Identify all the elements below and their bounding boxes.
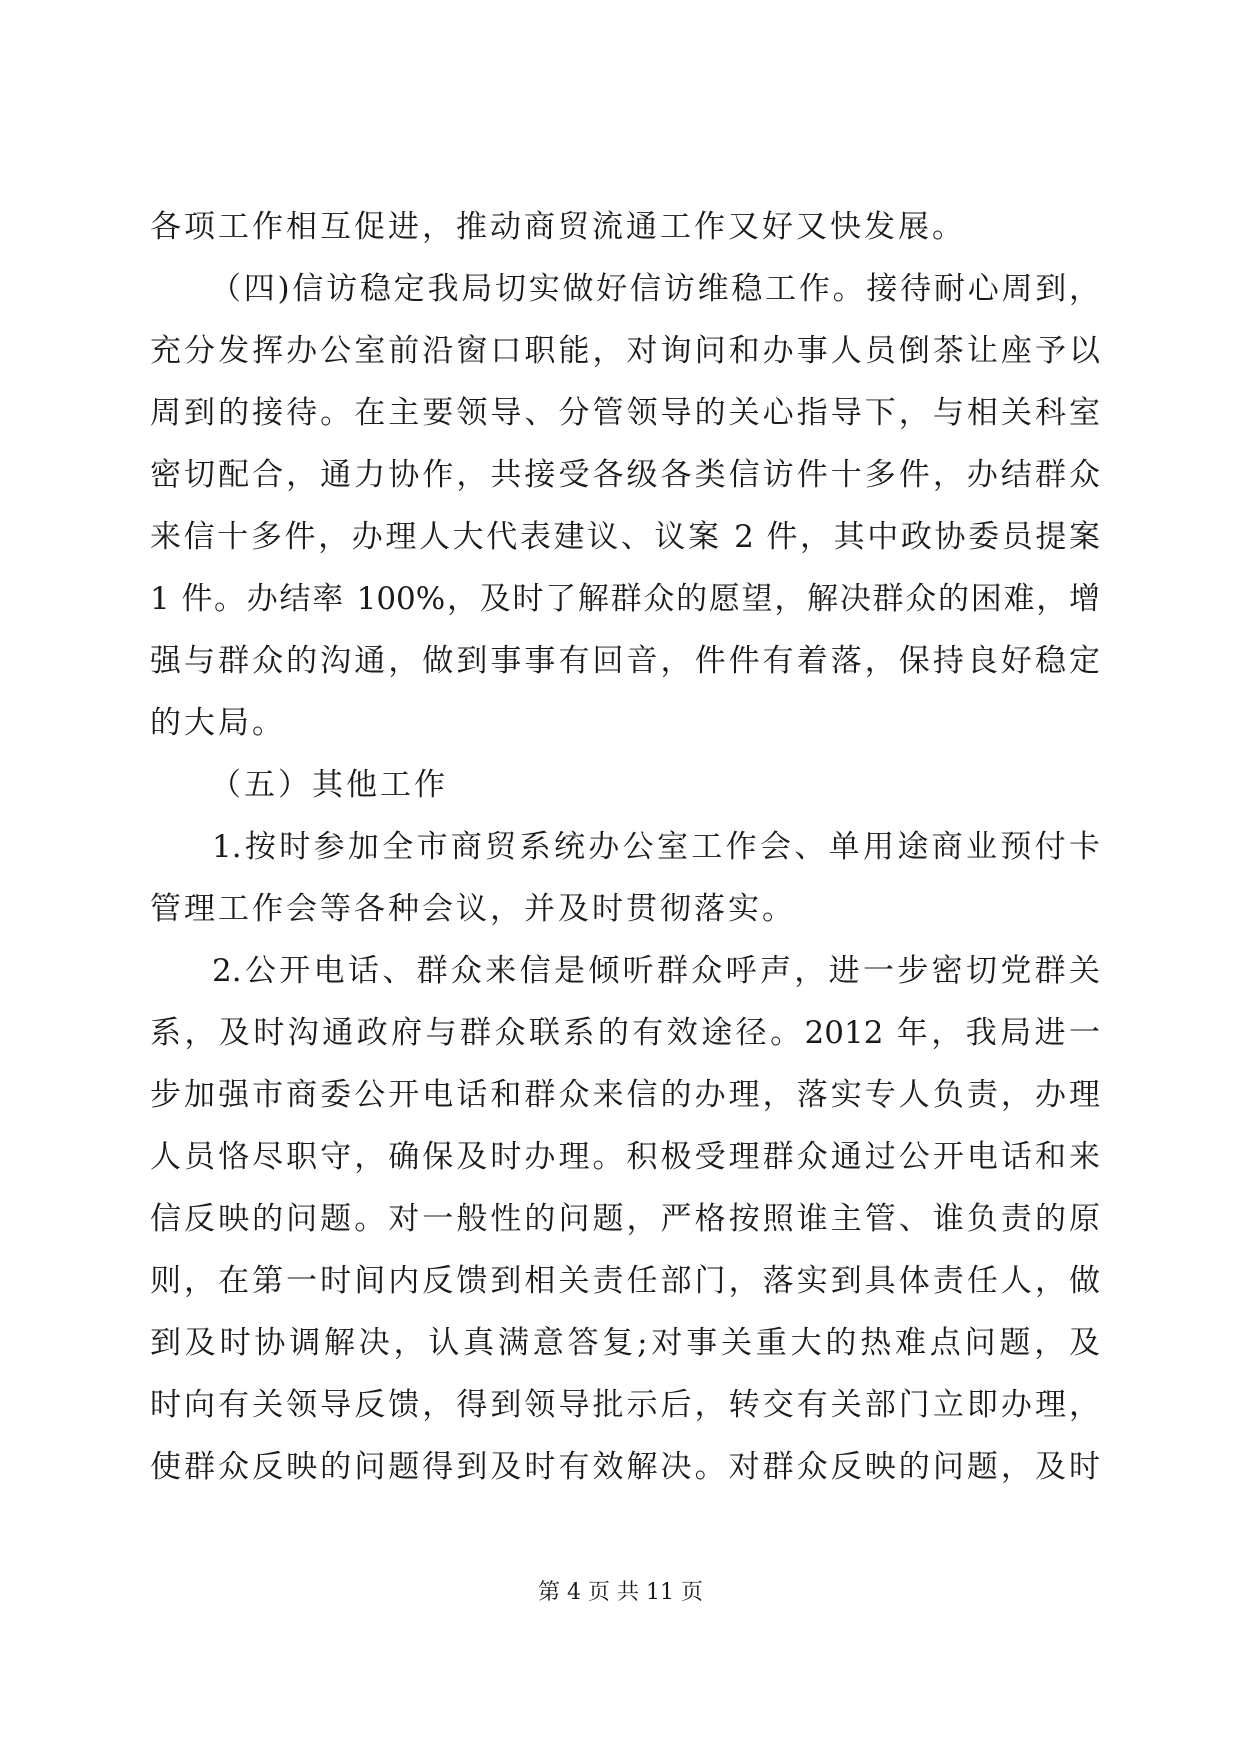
body-text — [150, 196, 1100, 1498]
text-line: 信反映的问题。对一般性的问题，严格按照谁主管、谁负责的原 — [150, 1201, 1100, 1237]
text-line: 管理工作会等各种会议，并及时贯彻落实。 — [150, 891, 796, 927]
text-line: （四)信访稳定我局切实做好信访维稳工作。接待耐心周到， — [210, 271, 1100, 307]
text-line: 时向有关领导反馈，得到领导批示后，转交有关部门立即办理， — [150, 1387, 1100, 1423]
text-line: 强与群众的沟通，做到事事有回音，件件有着落，保持良好稳定 — [150, 643, 1100, 679]
text-line: 1 件。办结率 100%，及时了解群众的愿望，解决群众的困难，增 — [150, 581, 1100, 617]
text-line: 人员恪尽职守，确保及时办理。积极受理群众通过公开电话和来 — [150, 1139, 1100, 1175]
text-line: 周到的接待。在主要领导、分管领导的关心指导下，与相关科室 — [150, 395, 1100, 431]
text-line: 来信十多件，办理人大代表建议、议案 2 件，其中政协委员提案 — [150, 519, 1100, 555]
text-line: 1.按时参加全市商贸系统办公室工作会、单用途商业预付卡 — [212, 829, 1100, 865]
text-line: 使群众反映的问题得到及时有效解决。对群众反映的问题，及时 — [150, 1449, 1100, 1485]
text-line: 步加强市商委公开电话和群众来信的办理，落实专人负责，办理 — [150, 1077, 1100, 1113]
text-line: 则，在第一时间内反馈到相关责任部门，落实到具体责任人，做 — [150, 1263, 1100, 1299]
text-line: 充分发挥办公室前沿窗口职能，对询问和办事人员倒茶让座予以 — [150, 333, 1100, 369]
text-line: 到及时协调解决，认真满意答复;对事关重大的热难点问题，及 — [150, 1325, 1100, 1361]
text-line: 各项工作相互促进，推动商贸流通工作又好又快发展。 — [150, 209, 966, 245]
text-line: 密切配合，通力协作，共接受各级各类信访件十多件，办结群众 — [150, 457, 1100, 493]
page-number-footer: 第 4 页 共 11 页 — [538, 1580, 703, 1605]
text-line: 系，及时沟通政府与群众联系的有效途径。2012 年，我局进一 — [150, 1015, 1100, 1051]
section-heading: （五）其他工作 — [210, 767, 448, 803]
text-line: 2.公开电话、群众来信是倾听群众呼声，进一步密切党群关 — [212, 953, 1100, 989]
text-line: 的大局。 — [150, 705, 286, 741]
